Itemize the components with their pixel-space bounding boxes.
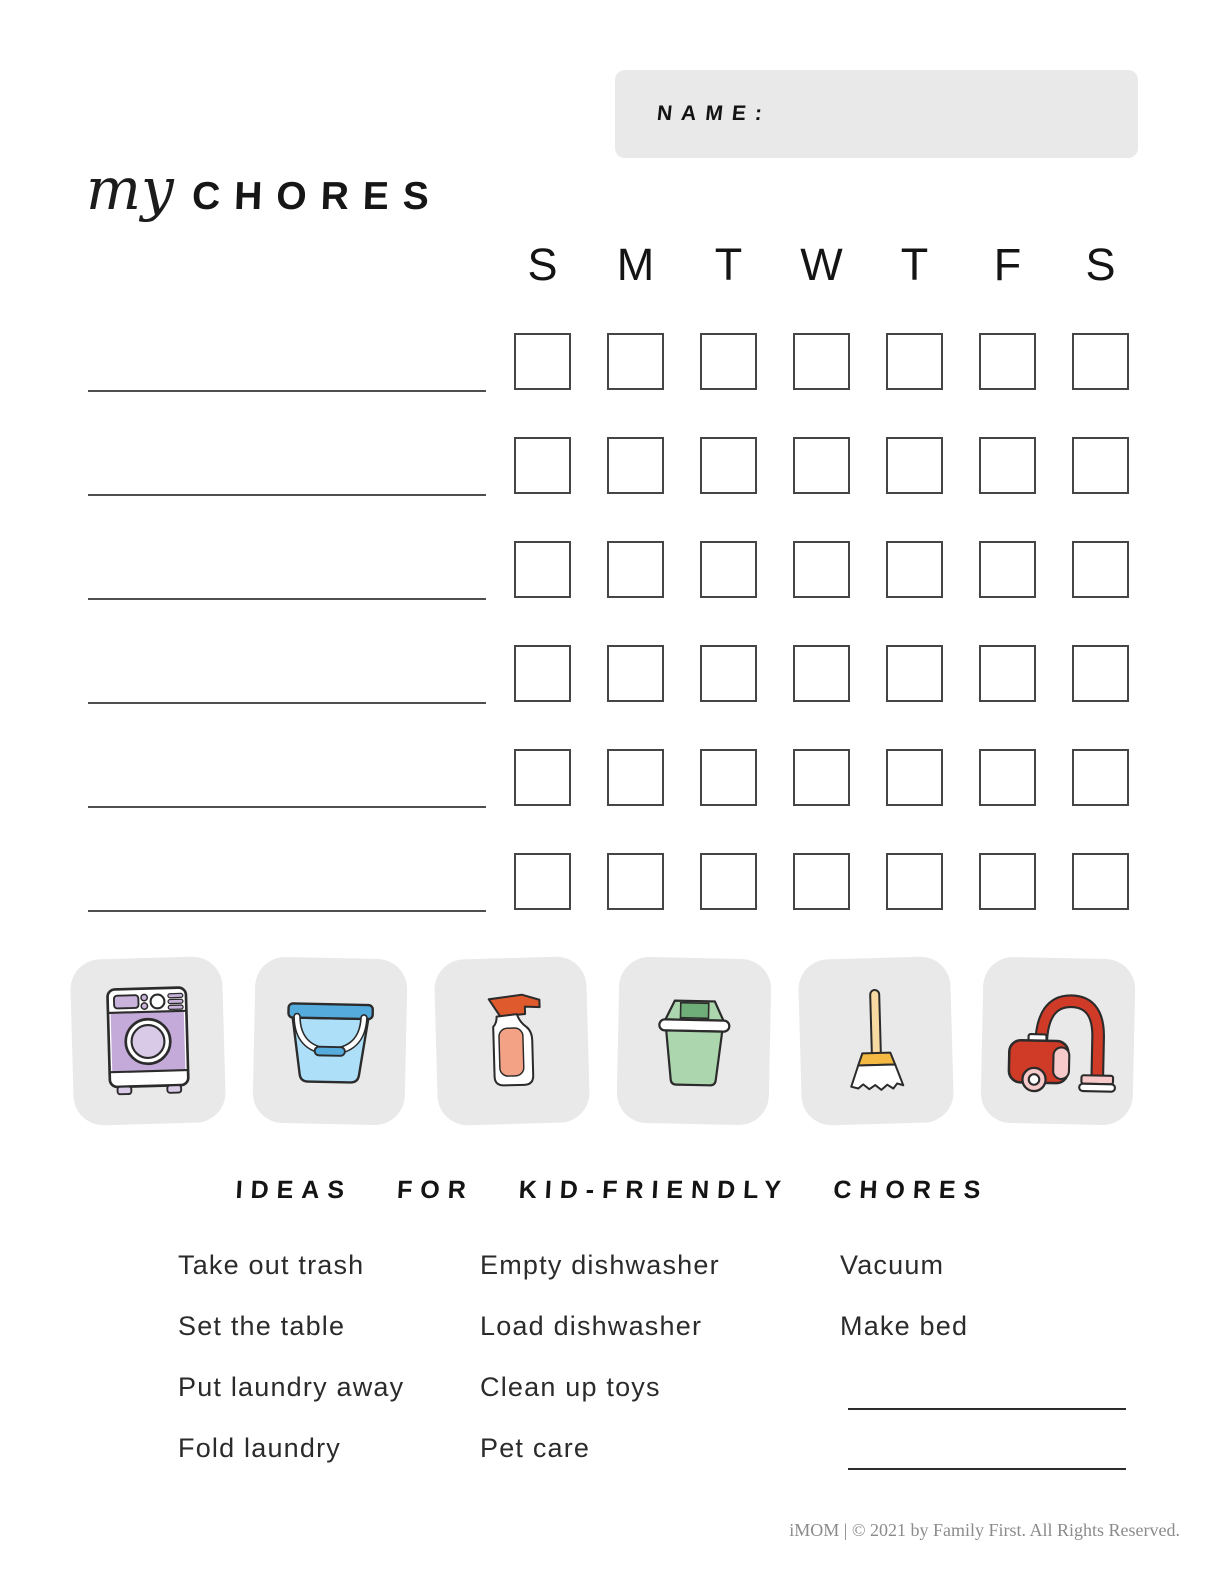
day-header-sun: S (527, 239, 558, 290)
copyright-footer: iMOM | © 2021 by Family First. All Rights Reserved. (789, 1520, 1180, 1540)
checkbox-row4-col7[interactable] (1072, 645, 1129, 702)
ideas-heading: IDEAS FOR KID-FRIENDLY CHORES (234, 1176, 990, 1204)
checkbox-row6-col7[interactable] (1072, 853, 1129, 910)
checkbox-row4-col2[interactable] (607, 645, 664, 702)
idea-pet-care: Pet care (480, 1433, 591, 1463)
checkbox-row6-col1[interactable] (514, 853, 571, 910)
checkbox-row4-col5[interactable] (886, 645, 943, 702)
checkbox-row6-col5[interactable] (886, 853, 943, 910)
idea-take-out-trash: Take out trash (178, 1250, 365, 1280)
checkbox-row5-col4[interactable] (793, 749, 850, 806)
idea-load-dishwasher: Load dishwasher (480, 1311, 703, 1341)
idea-empty-dishwasher: Empty dishwasher (480, 1250, 720, 1280)
idea-put-laundry-away: Put laundry away (178, 1372, 405, 1402)
checkbox-row5-col7[interactable] (1072, 749, 1129, 806)
checkbox-row6-col4[interactable] (793, 853, 850, 910)
checkbox-row2-col7[interactable] (1072, 437, 1129, 494)
checkbox-row1-col2[interactable] (607, 333, 664, 390)
title-main-chores: CHORES (191, 175, 444, 218)
checkbox-row1-col6[interactable] (979, 333, 1036, 390)
spray-bottle-icon (464, 984, 559, 1099)
broom-card (798, 956, 955, 1126)
checkbox-row2-col6[interactable] (979, 437, 1036, 494)
checkbox-row4-col1[interactable] (514, 645, 571, 702)
page-title (86, 155, 444, 223)
checkbox-row3-col3[interactable] (700, 541, 757, 598)
idea-make-bed: Make bed (840, 1311, 969, 1341)
chore-name-line-5[interactable] (88, 806, 486, 808)
chore-name-line-2[interactable] (88, 494, 486, 496)
checkbox-row1-col1[interactable] (514, 333, 571, 390)
ideas-column-3 (840, 1248, 968, 1370)
checkbox-row3-col7[interactable] (1072, 541, 1129, 598)
washing-machine-icon (93, 980, 202, 1102)
checkbox-row1-col7[interactable] (1072, 333, 1129, 390)
checkbox-row5-col1[interactable] (514, 749, 571, 806)
idea-set-the-table: Set the table (178, 1311, 346, 1341)
checkbox-row2-col3[interactable] (700, 437, 757, 494)
checkbox-row3-col6[interactable] (979, 541, 1036, 598)
vacuum-card (980, 956, 1135, 1125)
ideas-column-1 (178, 1248, 404, 1492)
ideas-column-2 (480, 1248, 720, 1492)
broom-icon (824, 979, 927, 1104)
checkbox-row3-col1[interactable] (514, 541, 571, 598)
title-script-my: my (86, 155, 174, 223)
custom-idea-line-1[interactable] (848, 1408, 1126, 1410)
checkbox-row5-col2[interactable] (607, 749, 664, 806)
chore-icon-row (72, 958, 1134, 1124)
checkbox-row1-col5[interactable] (886, 333, 943, 390)
chore-name-line-1[interactable] (88, 390, 486, 392)
checkbox-row2-col2[interactable] (607, 437, 664, 494)
vacuum-cleaner-icon (998, 987, 1118, 1095)
checkbox-row3-col2[interactable] (607, 541, 664, 598)
checkbox-row4-col3[interactable] (700, 645, 757, 702)
name-field[interactable] (615, 70, 1138, 158)
bucket-card (252, 956, 407, 1125)
checkbox-row2-col5[interactable] (886, 437, 943, 494)
day-header-fri: F (993, 239, 1022, 290)
checkbox-row3-col5[interactable] (886, 541, 943, 598)
day-header-tue: T (714, 239, 743, 290)
checkbox-row4-col6[interactable] (979, 645, 1036, 702)
checkbox-row5-col5[interactable] (886, 749, 943, 806)
name-label: NAME: (655, 102, 773, 125)
checkbox-row2-col1[interactable] (514, 437, 571, 494)
checkbox-row4-col4[interactable] (793, 645, 850, 702)
spray-bottle-card (434, 956, 591, 1126)
idea-vacuum: Vacuum (840, 1250, 945, 1280)
washing-machine-card (70, 956, 227, 1126)
checkbox-row1-col3[interactable] (700, 333, 757, 390)
checkbox-row6-col3[interactable] (700, 853, 757, 910)
bucket-icon (275, 986, 385, 1096)
day-header-thu: T (900, 239, 929, 290)
checkbox-row6-col2[interactable] (607, 853, 664, 910)
day-header-row (514, 239, 1129, 290)
custom-idea-line-2[interactable] (848, 1468, 1126, 1470)
day-header-mon: M (616, 239, 655, 290)
chore-name-line-4[interactable] (88, 702, 486, 704)
idea-fold-laundry: Fold laundry (178, 1433, 341, 1463)
checkbox-row2-col4[interactable] (793, 437, 850, 494)
trash-can-icon (643, 985, 745, 1097)
checkbox-row5-col3[interactable] (700, 749, 757, 806)
checkbox-grid (514, 333, 1129, 910)
day-header-sat: S (1085, 239, 1116, 290)
day-header-wed: W (800, 239, 843, 290)
checkbox-row3-col4[interactable] (793, 541, 850, 598)
checkbox-row1-col4[interactable] (793, 333, 850, 390)
checkbox-row6-col6[interactable] (979, 853, 1036, 910)
idea-clean-up-toys: Clean up toys (480, 1372, 661, 1402)
checkbox-row5-col6[interactable] (979, 749, 1036, 806)
chore-name-line-3[interactable] (88, 598, 486, 600)
chore-name-line-6[interactable] (88, 910, 486, 912)
trash-can-card (616, 956, 771, 1125)
